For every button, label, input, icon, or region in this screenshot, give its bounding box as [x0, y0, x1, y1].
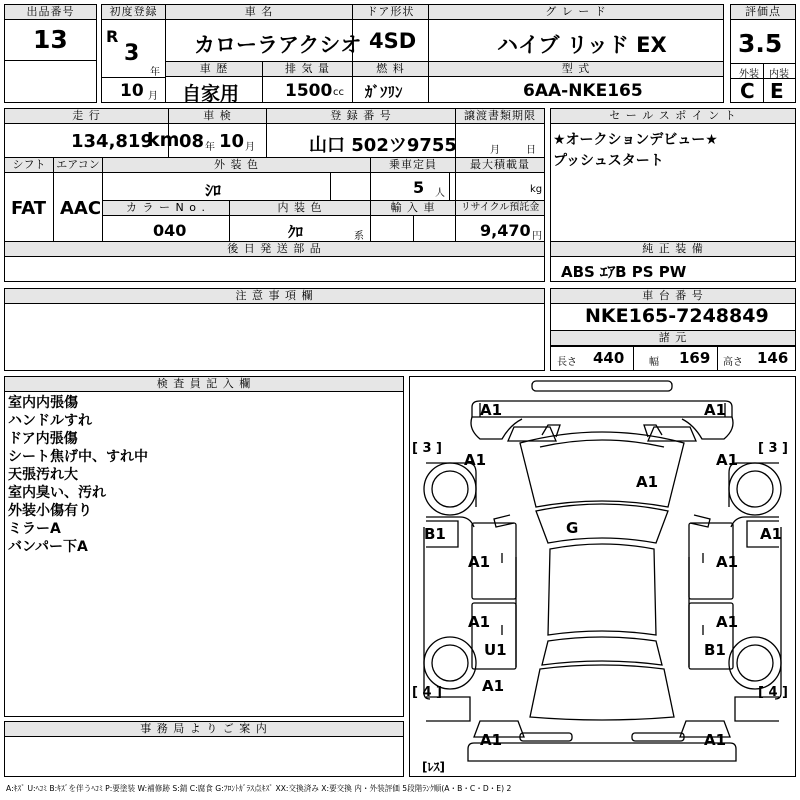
office-box	[4, 721, 404, 777]
door-box	[352, 4, 429, 62]
lot-sub-box	[4, 60, 97, 103]
door-label: ドア形状	[353, 5, 428, 20]
specs-height-label: 高さ	[723, 357, 743, 368]
sales-point-2: プッシュスタート	[553, 153, 664, 169]
specs-length: 440	[593, 349, 625, 367]
mileage-unit: km	[147, 129, 180, 151]
legend: A:ｷｽﾞ U:ﾍｺﾐ B:ｷｽﾞを伴うﾍｺﾐ P:要塗装 W:補修跡 S:錆 C:腐食 G:ﾌﾛﾝﾄｶﾞﾗｽ点ｷｽﾞ XX:交換済み X:要交換 内・外装評価 5段階ﾗﾝｸ順(A・B・C・D・E) 2	[6, 784, 512, 793]
damage-diagram	[409, 376, 796, 777]
inspector-note: バンパー下A	[8, 539, 88, 555]
lot-label: 出品番号	[5, 5, 96, 20]
shift-label: シフト	[5, 158, 53, 173]
damage-mark: A1	[716, 553, 739, 571]
model-code-value: 6AA-NKE165	[523, 81, 643, 101]
damage-mark: A1	[482, 677, 505, 695]
max-load-unit: kg	[530, 184, 543, 195]
recycle-unit: 円	[532, 231, 542, 242]
inspector-note: 室内内張傷	[8, 395, 78, 411]
first-reg-box	[101, 4, 166, 103]
damage-mark: U1	[484, 641, 507, 659]
damage-mark: G	[566, 519, 579, 537]
rating-int-label: 内装	[769, 69, 789, 80]
sales-points-box	[550, 108, 796, 242]
damage-mark: A1	[716, 451, 739, 469]
tire-label: [ 4 ]	[412, 685, 442, 700]
rating-score: 3.5	[738, 29, 783, 58]
specs-height: 146	[757, 349, 789, 367]
first-reg-month: 10	[120, 81, 144, 101]
capacity-value: 5	[413, 178, 425, 197]
lot-number: 13	[33, 25, 68, 54]
color-no-label: カ ラ ー N o .	[103, 201, 229, 216]
aircon-value: AAC	[60, 198, 102, 219]
mileage-label: 走 行	[5, 109, 168, 124]
damage-mark: A1	[704, 731, 727, 749]
capacity-label: 乗車定員	[371, 158, 455, 173]
capacity-box	[370, 157, 456, 201]
int-color-suffix: 系	[354, 231, 364, 242]
inspection-box	[168, 108, 267, 158]
rating-int: E	[770, 79, 784, 103]
later-parts-box	[4, 241, 545, 282]
model-code-label: 型 式	[429, 62, 723, 77]
damage-mark: A1	[636, 473, 659, 491]
history-label: 車 歴	[166, 62, 262, 77]
first-reg-month-unit: 月	[148, 91, 158, 102]
inspector-box	[4, 376, 404, 717]
displacement-value: 1500	[285, 81, 333, 101]
damage-mark: B1	[704, 641, 726, 659]
specs-width-label: 幅	[649, 357, 659, 368]
inspector-note: シート焦げ中、すれ中	[8, 449, 148, 465]
chassis-box	[550, 288, 796, 371]
aircon-box	[53, 157, 103, 242]
damage-mark: A1	[464, 451, 487, 469]
recycle-value: 9,470	[480, 221, 531, 240]
sales-points-label: セ ー ル ス ポ イ ン ト	[551, 109, 795, 124]
shift-value: FAT	[11, 198, 47, 219]
specs-width: 169	[679, 349, 711, 367]
sales-point-1: ★オークションデビュー★	[553, 132, 718, 148]
specs-label: 諸 元	[551, 331, 795, 346]
first-reg-year-unit: 年	[150, 67, 160, 78]
transfer-month-unit: 月	[490, 145, 500, 156]
equipment-label: 純 正 装 備	[551, 242, 795, 257]
int-color-value: ｸﾛ	[288, 223, 304, 241]
import-box	[370, 200, 456, 242]
inspector-note: ドア内張傷	[8, 431, 78, 447]
inspector-notes	[8, 394, 148, 556]
rating-box	[730, 4, 796, 103]
reg-no-value: 山口 502ツ9755	[309, 135, 457, 156]
inspection-year-unit: 年	[205, 142, 215, 153]
history-box	[165, 61, 263, 103]
model-name: カローラアクシオ	[194, 33, 362, 57]
inspector-label: 検 査 員 記 入 欄	[5, 377, 403, 392]
import-label: 輸 入 車	[371, 201, 455, 216]
inspection-month: 10	[219, 131, 245, 152]
transfer-box	[455, 108, 545, 158]
chassis-value: NKE165-7248849	[585, 305, 769, 327]
damage-mark: A1	[468, 613, 491, 631]
capacity-unit: 人	[435, 188, 445, 199]
inspection-month-unit: 月	[245, 142, 255, 153]
mileage-box	[4, 108, 180, 158]
reg-no-box	[266, 108, 456, 158]
damage-mark: A1	[716, 613, 739, 631]
ext-color-box	[102, 157, 371, 201]
later-parts-label: 後 日 発 送 部 品	[5, 242, 544, 257]
inspector-note: 天張汚れ大	[8, 467, 78, 483]
office-label: 事 務 局 よ り ご 案 内	[5, 722, 403, 737]
model-box	[165, 4, 362, 62]
transfer-day-unit: 日	[526, 145, 536, 156]
rating-label: 評価点	[731, 5, 795, 20]
chassis-label: 車 台 番 号	[551, 289, 795, 304]
tire-label: [ 3 ]	[412, 441, 442, 456]
fuel-box	[352, 61, 429, 103]
lot-box	[4, 4, 97, 61]
max-load-label: 最大積載量	[456, 158, 544, 173]
color-no-value: 040	[153, 221, 187, 240]
damage-mark: A1	[704, 401, 727, 419]
transfer-label: 譲渡書類期限	[456, 109, 544, 124]
int-color-box	[229, 200, 371, 242]
rating-ext: C	[740, 79, 755, 103]
grade-value: ハイブ リッド EX	[497, 33, 667, 57]
inspection-label: 車 検	[169, 109, 266, 124]
history-value: 自家用	[182, 83, 240, 105]
recycle-label: リサイクル預託金	[456, 201, 544, 216]
damage-mark: A1	[480, 731, 503, 749]
ext-color-label: 外 装 色	[103, 158, 370, 173]
color-no-box	[102, 200, 230, 242]
displacement-unit: cc	[333, 87, 344, 98]
inspector-note: 室内臭い、汚れ	[8, 485, 106, 501]
specs-length-label: 長さ	[557, 357, 577, 368]
inspector-note: 外装小傷有り	[8, 503, 92, 519]
model-code-box	[428, 61, 724, 103]
equipment-box	[550, 241, 796, 282]
displacement-label: 排 気 量	[263, 62, 352, 77]
ext-color-value: ｼﾛ	[205, 181, 222, 200]
damage-mark: B1	[424, 525, 446, 543]
inspection-year: 08	[179, 131, 205, 152]
spare-tire-label: [ﾚｽ]	[422, 760, 445, 774]
rating-ext-label: 外装	[739, 69, 759, 80]
model-label: 車 名	[166, 5, 352, 20]
equipment-value: ABS ｴｱB PS PW	[561, 263, 687, 281]
tire-label: [ 4 ]	[758, 685, 788, 700]
recycle-box	[455, 200, 545, 242]
caution-box	[4, 288, 545, 371]
int-color-label: 内 装 色	[230, 201, 370, 216]
damage-mark: A1	[468, 553, 491, 571]
caution-label: 注 意 事 項 欄	[5, 289, 544, 304]
fuel-label: 燃 料	[353, 62, 428, 77]
car-outline-diagram	[410, 377, 795, 776]
first-reg-year: 3	[124, 41, 140, 66]
damage-mark: A1	[480, 401, 503, 419]
reg-no-label: 登 録 番 号	[267, 109, 455, 124]
aircon-label: エアコン	[54, 158, 102, 173]
inspector-note: ミラーA	[8, 521, 61, 537]
fuel-value: ｶﾞｿﾘﾝ	[365, 83, 403, 101]
first-reg-label: 初度登録	[102, 5, 165, 20]
max-load-box	[455, 157, 545, 201]
damage-mark: A1	[760, 525, 783, 543]
grade-label: グ レ ー ド	[429, 5, 723, 20]
first-reg-era: R	[106, 27, 119, 46]
inspector-note: ハンドルすれ	[8, 413, 92, 429]
shift-box	[4, 157, 54, 242]
mileage-value: 134,819	[71, 131, 153, 152]
door-value: 4SD	[369, 29, 417, 53]
grade-box	[428, 4, 724, 62]
tire-label: [ 3 ]	[758, 441, 788, 456]
displacement-box	[262, 61, 353, 103]
